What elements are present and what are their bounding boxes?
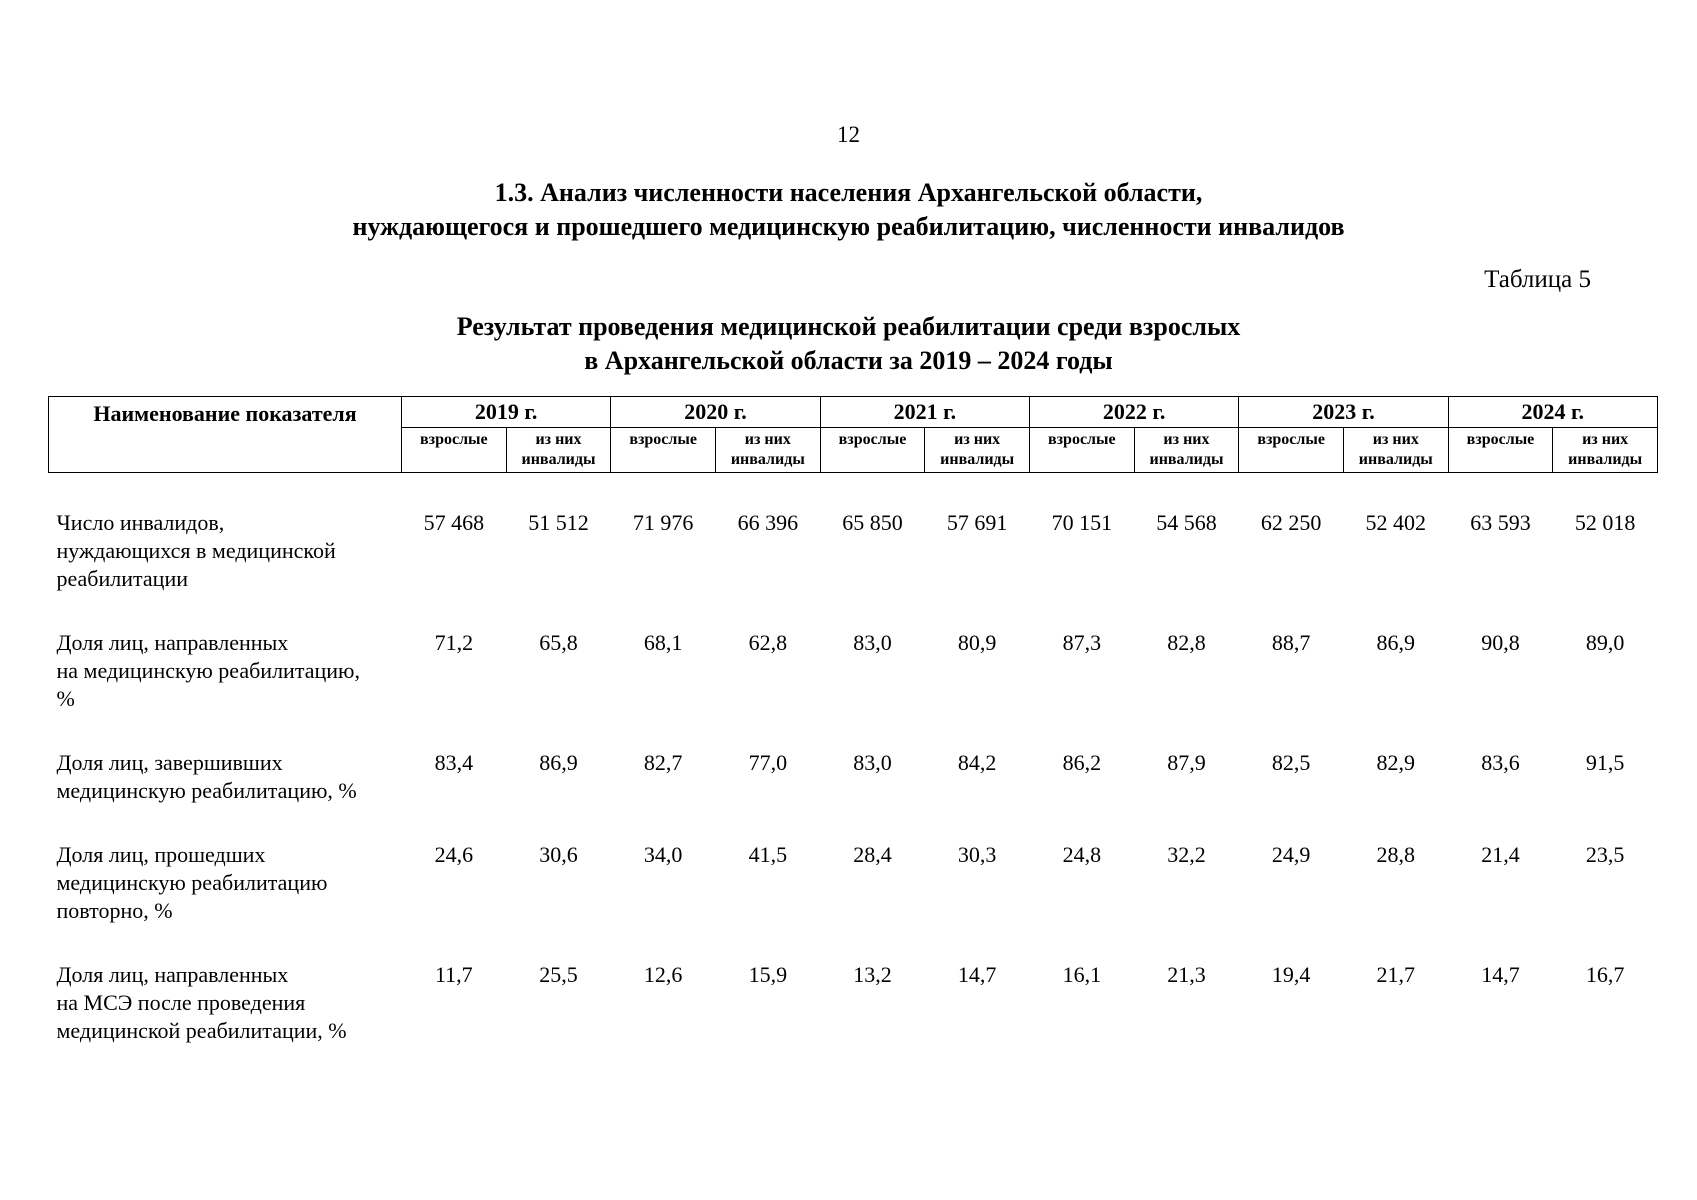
value-cell-disabled: 66 396 bbox=[737, 510, 799, 535]
table-caption-line-1: Результат проведения медицинской реабилитации среди взрослых bbox=[456, 312, 1241, 341]
rehabilitation-results-table bbox=[48, 396, 1658, 1081]
subheader-disabled: из них инвалиды bbox=[1343, 428, 1448, 473]
value-cell-disabled: 52 018 bbox=[1574, 510, 1636, 535]
subheader-adults: взрослые bbox=[402, 428, 507, 473]
table-row bbox=[49, 749, 1658, 841]
value-cell-disabled: 77,0 bbox=[748, 750, 788, 775]
value-cell-adults: 65 850 bbox=[842, 510, 903, 535]
page-number: 12 bbox=[837, 122, 860, 147]
value-cell-adults: 71,2 bbox=[434, 630, 474, 655]
value-cell-adults: 19,4 bbox=[1271, 962, 1311, 987]
section-heading-line-1: 1.3. Анализ численности населения Архангельской области, bbox=[494, 178, 1203, 207]
year-header: 2020 г. bbox=[611, 397, 820, 428]
year-header: 2021 г. bbox=[820, 397, 1029, 428]
table-caption-line-2: в Архангельской области за 2019 – 2024 годы bbox=[584, 346, 1113, 375]
value-cell-adults: 82,7 bbox=[643, 750, 683, 775]
year-header: 2024 г. bbox=[1448, 397, 1657, 428]
value-cell-disabled: 51 512 bbox=[528, 510, 589, 535]
section-heading-line-2: нуждающегося и прошедшего медицинскую реабилитацию, численности инвалидов bbox=[352, 212, 1345, 241]
value-cell-adults: 70 151 bbox=[1051, 510, 1113, 535]
value-cell-adults: 71 976 bbox=[632, 510, 694, 535]
value-cell-adults: 88,7 bbox=[1271, 630, 1311, 655]
value-cell-adults: 24,6 bbox=[434, 842, 474, 867]
value-cell-disabled: 21,7 bbox=[1376, 962, 1416, 987]
value-cell-adults: 83,0 bbox=[853, 630, 892, 655]
subheader-adults: взрослые bbox=[1029, 428, 1134, 473]
value-cell-disabled: 30,3 bbox=[957, 842, 997, 867]
value-cell-disabled: 82,8 bbox=[1167, 630, 1206, 655]
value-cell-adults: 90,8 bbox=[1481, 630, 1520, 655]
value-cell-disabled: 25,5 bbox=[539, 962, 578, 987]
value-cell-disabled: 23,5 bbox=[1585, 842, 1625, 867]
table-row bbox=[49, 961, 1658, 1081]
subheader-adults: взрослые bbox=[1239, 428, 1344, 473]
indicator-header: Наименование показателя bbox=[49, 397, 402, 473]
value-cell-disabled: 62,8 bbox=[748, 630, 788, 655]
value-cell-adults: 11,7 bbox=[434, 962, 473, 987]
value-cell-adults: 83,4 bbox=[434, 750, 474, 775]
table-row bbox=[49, 509, 1658, 629]
subheader-adults: взрослые bbox=[820, 428, 925, 473]
year-header: 2022 г. bbox=[1029, 397, 1238, 428]
value-cell-disabled: 14,7 bbox=[957, 962, 997, 987]
value-cell-disabled: 86,9 bbox=[1376, 630, 1416, 655]
value-cell-adults: 13,2 bbox=[853, 962, 892, 987]
value-cell-adults: 57 468 bbox=[423, 510, 485, 535]
value-cell-disabled: 82,9 bbox=[1376, 750, 1416, 775]
value-cell-adults: 24,8 bbox=[1062, 842, 1102, 867]
value-cell-disabled: 32,2 bbox=[1167, 842, 1206, 867]
value-cell-adults: 63 593 bbox=[1470, 510, 1531, 535]
value-cell-disabled: 28,8 bbox=[1376, 842, 1416, 867]
value-cell-adults: 12,6 bbox=[643, 962, 683, 987]
year-header: 2023 г. bbox=[1239, 397, 1448, 428]
value-cell-disabled: 89,0 bbox=[1585, 630, 1625, 655]
value-cell-disabled: 52 402 bbox=[1365, 510, 1427, 535]
table-label: Таблица 5 bbox=[1484, 266, 1591, 293]
row-indicator-name: Доля лиц, завершивших медицинскую реабилитацию, % bbox=[56, 750, 357, 803]
value-cell-adults: 16,1 bbox=[1062, 962, 1102, 987]
value-cell-disabled: 15,9 bbox=[748, 962, 788, 987]
row-indicator-name: Доля лиц, прошедших медицинскую реабилитацию повторно, % bbox=[56, 842, 328, 923]
table-row bbox=[49, 629, 1658, 749]
value-cell-adults: 62 250 bbox=[1260, 510, 1322, 535]
value-cell-disabled: 91,5 bbox=[1585, 750, 1625, 775]
value-cell-adults: 87,3 bbox=[1062, 630, 1102, 655]
value-cell-adults: 82,5 bbox=[1271, 750, 1311, 775]
value-cell-adults: 28,4 bbox=[853, 842, 892, 867]
value-cell-disabled: 54 568 bbox=[1156, 510, 1217, 535]
table-row bbox=[49, 841, 1658, 961]
year-header: 2019 г. bbox=[402, 397, 611, 428]
table-caption bbox=[0, 310, 1697, 378]
value-cell-adults: 86,2 bbox=[1062, 750, 1102, 775]
subheader-disabled: из них инвалиды bbox=[506, 428, 611, 473]
value-cell-adults: 21,4 bbox=[1481, 842, 1520, 867]
subheader-disabled: из них инвалиды bbox=[1553, 428, 1658, 473]
value-cell-disabled: 80,9 bbox=[957, 630, 997, 655]
value-cell-disabled: 30,6 bbox=[539, 842, 578, 867]
subheader-disabled: из них инвалиды bbox=[925, 428, 1030, 473]
value-cell-adults: 34,0 bbox=[643, 842, 683, 867]
value-cell-adults: 14,7 bbox=[1481, 962, 1520, 987]
value-cell-adults: 68,1 bbox=[643, 630, 683, 655]
header-row-years bbox=[49, 397, 1658, 428]
value-cell-adults: 83,0 bbox=[853, 750, 892, 775]
value-cell-adults: 83,6 bbox=[1481, 750, 1520, 775]
value-cell-disabled: 57 691 bbox=[946, 510, 1008, 535]
subheader-adults: взрослые bbox=[611, 428, 716, 473]
row-indicator-name: Число инвалидов, нуждающихся в медицинской реабилитации bbox=[56, 510, 336, 591]
value-cell-disabled: 65,8 bbox=[539, 630, 578, 655]
value-cell-disabled: 41,5 bbox=[748, 842, 788, 867]
subheader-adults: взрослые bbox=[1448, 428, 1553, 473]
row-indicator-name: Доля лиц, направленных на МСЭ после проведения медицинской реабилитации, % bbox=[56, 962, 347, 1043]
section-heading bbox=[0, 176, 1697, 244]
subheader-disabled: из них инвалиды bbox=[715, 428, 820, 473]
value-cell-disabled: 87,9 bbox=[1167, 750, 1206, 775]
value-cell-adults: 24,9 bbox=[1271, 842, 1311, 867]
value-cell-disabled: 16,7 bbox=[1585, 962, 1625, 987]
value-cell-disabled: 84,2 bbox=[957, 750, 997, 775]
row-indicator-name: Доля лиц, направленных на медицинскую реабилитацию, % bbox=[56, 630, 360, 711]
table-body bbox=[49, 473, 1658, 1082]
value-cell-disabled: 86,9 bbox=[539, 750, 578, 775]
subheader-disabled: из них инвалиды bbox=[1134, 428, 1239, 473]
value-cell-disabled: 21,3 bbox=[1167, 962, 1206, 987]
